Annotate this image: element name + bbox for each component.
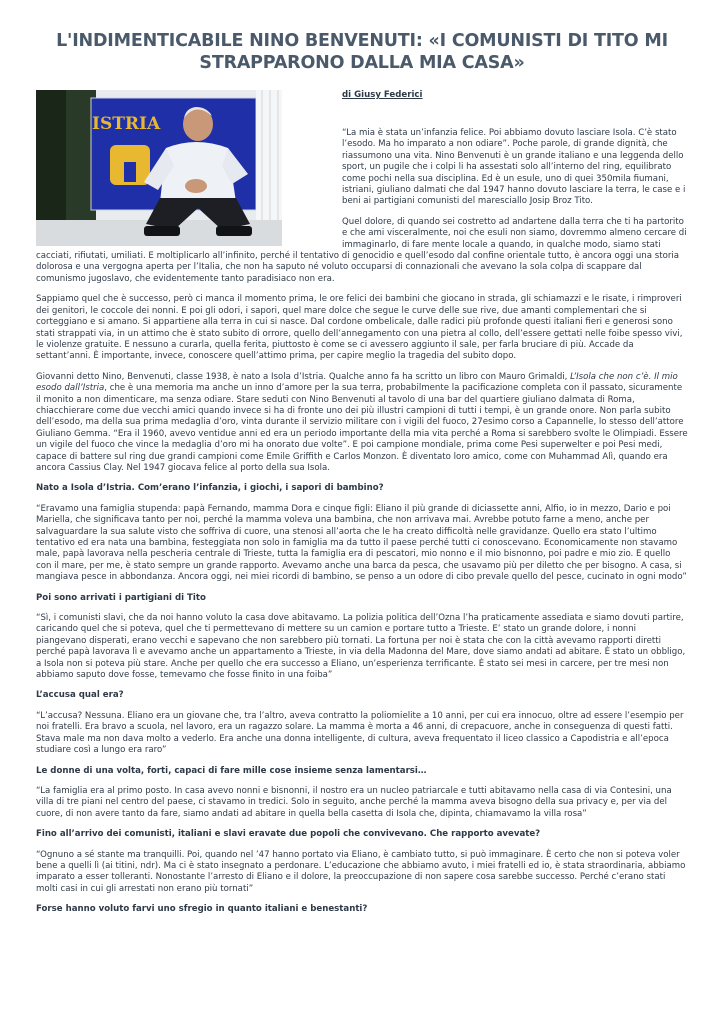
interview-question: Fino all’arrivo dei comunisti, italiani e slavi eravate due popoli che convivevano. Che rapporto avevate? <box>36 829 541 840</box>
interview-answer: “Eravamo una famiglia stupenda: papà Fernando, mamma Dora e cinque figli: Eliano il più grande di diciassette anni, Alfio, io in mezzo, Dario e poi Mariella, che significava tanto per noi, perché la mamma voleva una bambina, che non arrivava mai. Avrebbe potuto farne a meno, anche per salvaguardare la sua salute visto che soffriva di cuore, una stenosi all’aorta che le ha creato difficoltà nelle gravidanze. Quello era stato l’ultimo tentativo ed era nata una bambina, festeggiata non solo in famiglia ma da tutto il paese perché tutti ci conoscevano. Economicamente non stavamo male, papà lavorava nella pescheria centrale di Trieste, tutta la famiglia era di pescatori, mio nonno e il mio bisnonno, poi padre e mio zio. E quello con il mare, per me, è stato sempre un grande rapporto. Avevamo anche una barca da pesca, che usavamo più per diletto che per bisogno. A casa, si mangiava pesce in abbondanza. Ancora oggi, nei miei ricordi di bambino, se penso a un odore di cibo prevale quello del pesce, cucinato in ogni modo” <box>36 503 687 583</box>
interview-question: Poi sono arrivati i partigiani di Tito <box>36 592 206 603</box>
photo-banner-text: ISTRIA <box>92 114 161 134</box>
paragraph: Sappiamo quel che è successo, però ci manca il momento prima, le ore felici dei bambini che giocano in strada, gli schiamazzi e le risate, i rimproveri dei genitori, le coccole dei nonni. E poi gli odori, i sapori, quel mare dolce che segue le curve delle sue rive, due amanti complementari che si corteggiano e si amano. Si appartiene alla terra in cui si nasce. Dal cordone ombelicale, dalle radici più profonde questi italiani fieri e generosi sono stati strappati via, in un attimo che è stato subito di orrore, quello dell’annegamento con una pietra al collo, dell’essere gettati nelle foibe spesso vivi, le violenze gratuite. E nessuno a curarla, quella ferita, piuttosto è come se ci avessero aggiunto il sale, per farla bruciare di più. Accade da settant’anni. È importante, invece, conoscere quell’attimo prima, per capire meglio la tragedia del subito dopo. <box>36 294 683 362</box>
interview-question: L’accusa qual era? <box>36 690 124 701</box>
interview-question: Le donne di una volta, forti, capaci di fare mille cose insieme senza lamentarsi… <box>36 765 427 776</box>
article-byline: di Giusy Federici <box>342 90 423 100</box>
article-top-block <box>36 90 688 285</box>
article-title: L'INDIMENTICABILE NINO BENVENUTI: «I COMUNISTI DI TITO MI STRAPPARONO DALLA MIA CASA» <box>56 31 668 73</box>
paragraph-intro: “La mia è stata un’infanzia felice. Poi abbiamo dovuto lasciare Isola. C’è stato l’esodo. Ma ho imparato a non odiare”. Poche parole, di grande dignità, che riassumono una vita. Nino Benvenuti è un grande italiano e una leggenda dello sport, un pugile che i colpi li ha assestati solo all’interno del ring, equilibrato come pochi nella sua disciplina. Ed è un esule, uno di quei 350mila fiumani, istriani, giuliano dalmati che dal 1947 hanno dovuto lasciare la terra, le case e i beni ai partigiani comunisti del maresciallo Josip Broz Tito. <box>342 128 686 207</box>
article-photo <box>36 90 282 246</box>
book-title-part2: Il mio esodo dall’Istria <box>36 371 678 394</box>
interview-answer: “L’accusa? Nessuna. Eliano era un giovane che, tra l’altro, aveva contratto la poliomielite a 10 anni, per cui era innocuo, oltre ad essere l’esempio per noi fratelli. Era bravo a scuola, nel lavoro, era un ragazzo solare. La mamma è morta a 46 anni, di crepacuore, anche in conseguenza di questi fatti. Stava male ma non dava molto a vederlo. Era anche una donna intelligente, di cultura, aveva frequentato il liceo classico a Capodistria e all’epoca studiare così a lungo era raro” <box>36 710 684 756</box>
paragraph: Quel dolore, di quando sei costretto ad andartene dalla terra che ti ha partorito e che ami visceralmente, noi che esuli non siamo, dovremmo almeno cercare di immaginarlo, di fare mente locale a quando, in qualche modo, siamo stati cacciati, rifiutati, umiliati. E moltiplicarlo all’infinito, perché il tentativo di genocidio e quell’esodo dal confine orientale tutto, è ancora oggi una storia dolorosa e una vergogna aperta per l’Italia, che non ha saputo né voluto occuparsi di connazionali che avevano la sola colpa di scappare dal comunismo jugoslavo, che evidentemente tanto paradisiaco non era. <box>36 216 687 284</box>
article-page <box>36 0 688 925</box>
photo-illustration <box>36 90 282 246</box>
paragraph: Giovanni detto Nino, Benvenuti, classe 1938, è nato a Isola d’Istria. Qualche anno fa ha scritto un libro con Mauro Grimaldi, L’Isola che non c’è. Il mio esodo dall’Istria, che è una memoria ma anche un inno d’amore per la sua terra, probabilmente la pacificazione completa con il passato, sicuramente il monito a non dimenticare, ma senza odiare. Stare seduti con Nino Benvenuti al tavolo di una bar del quartiere giuliano dalmata di Roma, chiacchierare come due vecchi amici quando invece si ha di fronte uno dei più illustri campioni di tutti i tempi, è un grande onore. Non parla subito dell’esodo, ma della sua prima medaglia d’oro, vinta durante il servizio militare con i vigili del fuoco, 27esimo corso a Capannelle, lo stesso dell’attore Giuliano Gemma. “Era il 1960, avevo ventidue anni ed era un periodo importante della mia vita perché a Roma si sarebbero svolte le Olimpiadi. Essere un vigile del fuoco che vince la medaglia d’oro mi ha onorato due volte”. E poi campione mondiale, prima come Pesi superwelter e poi Pesi medi, capace di battere sul ring due grandi campioni come Emile Griffith e Carlos Monzon. È diventato loro amico, come con Muhammad Alì, quando era ancora Cassius Clay. Nel 1947 giocava felice al porto della sua Isola. <box>36 371 688 473</box>
interview-answer: “Ognuno a sé stante ma tranquilli. Poi, quando nel ’47 hanno portato via Eliano, è cambiato tutto, si può immaginare. È certo che non si poteva voler bene a quelli lì (ai titini, ndr). Ma ci è stato insegnato a perdonare. L’educazione che abbiamo avuto, i miei fratelli ed io, è stata straordinaria, abbiamo imparato a esser tolleranti. Nonostante l’arresto di Eliano e il dolore, la preoccupazione di non sapere cosa sarebbe successo. Perché c’erano stati molti casi in cui gli arrestati non erano più tornati” <box>36 849 686 894</box>
book-title-part1: L’Isola che non c’è. <box>570 371 652 382</box>
interview-answer: “Sì, i comunisti slavi, che da noi hanno voluto la casa dove abitavamo. La polizia politica dell’Ozna l’ha praticamente assediata e siamo dovuti partire, caricando quel che si poteva, quel che ti permettevano di mettere su un camion e portare tutto a Trieste. E’ stato un grande dolore, i nonni piangevano disperati, erano vecchi e sapevano che non sarebbero più tornati. La fortuna per noi è stata che con la città avevamo rapporti diretti perché papà lavorava lì e avevamo anche un appartamento a Trieste, in via della Madonna del Mare, dove siamo andati ad abitare. È stato un obbligo, a Isola non si poteva più stare. Anche per quello che era successo a Eliano, un’esperienza terrificante. È stato sei mesi in carcere, per tre mesi non abbiamo saputo dove fosse, temevamo che fosse finito in una foiba” <box>36 613 686 681</box>
interview-answer: “La famiglia era al primo posto. In casa avevo nonni e bisnonni, il nostro era un nucleo patriarcale e tutti abitavamo nella casa di via Contesini, una villa di tre piani nel centro del paese, ci stavamo in tredici. Solo in seguito, anche perché la mamma aveva bisogno della sua privacy e, per via del cuore, di non avere tanto da fare, siamo andati ad abitare in quella bella casetta di Isola che, dipinta, chiamavamo la villa rosa” <box>36 785 672 819</box>
interview-question: Forse hanno voluto farvi uno sfregio in quanto italiani e benestanti? <box>36 904 368 915</box>
interview-question: Nato a Isola d’Istria. Com’erano l’infanzia, i giochi, i sapori di bambino? <box>36 483 384 494</box>
